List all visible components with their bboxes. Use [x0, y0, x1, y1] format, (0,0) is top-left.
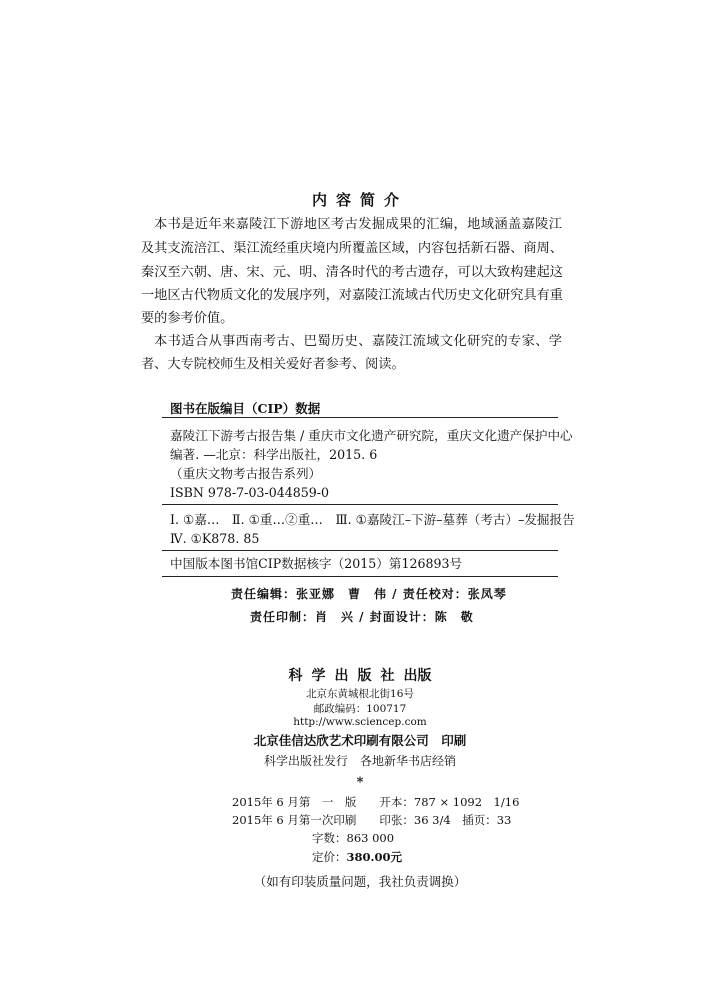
- cip-top-rule: [162, 417, 558, 418]
- summary-line: 本书是近年来嘉陵江下游地区考古发掘成果的汇编，地域涵盖嘉陵江: [154, 217, 562, 232]
- cip-divider: [162, 504, 558, 505]
- summary-line: 本书适合从事西南考古、巴蜀历史、嘉陵江流域文化研究的专家、学: [154, 334, 562, 349]
- price-label: 定价：: [312, 850, 347, 864]
- cip-title: 图书在版编目（CIP）数据: [170, 401, 321, 416]
- cip-classification: Ⅳ. ①K878. 85: [170, 531, 260, 546]
- cip-isbn: ISBN 978-7-03-044859-0: [170, 485, 330, 500]
- price-value: 380.00元: [346, 850, 403, 864]
- publisher-postcode: 邮政编码：100717: [313, 703, 407, 715]
- summary-line: 要的参考价值。: [141, 311, 234, 326]
- cip-line: （重庆文物考古报告系列）: [170, 466, 322, 481]
- cip-line: 编著. —北京：科学出版社，2015. 6: [170, 447, 378, 462]
- summary-line: 及其支流涪江、渠江流经重庆境内所覆盖区域，内容包括新石器、商周、: [141, 241, 563, 256]
- printer-line: 北京佳信达欣艺术印刷有限公司 印刷: [253, 733, 467, 748]
- printing-line: 2015年 6 月第一次印刷 印张：36 3/4 插页：33: [232, 813, 512, 827]
- summary-line: 一地区古代物质文化的发展序列，对嘉陵江流域古代历史文化研究具有重: [141, 288, 563, 303]
- publisher-website: http://www.sciencep.com: [293, 716, 427, 728]
- publisher-logo-text: 科学出版社: [288, 668, 404, 684]
- quality-notice: （如有印装质量问题，我社负责调换）: [253, 874, 467, 889]
- cip-divider: [162, 550, 558, 551]
- word-count: 字数：863 000: [312, 831, 395, 845]
- summary-title: 内容简介: [311, 191, 408, 209]
- cip-classification: Ⅰ. ①嘉… Ⅱ. ①重…②重… Ⅲ. ①嘉陵江–下游–墓葬（考古）–发掘报告: [170, 512, 575, 527]
- credit-production: 责任印制：肖 兴 / 封面设计：陈 敬: [250, 610, 474, 624]
- publisher-name: [0, 665, 720, 685]
- cip-core-data: 中国版本图书馆CIP数据核字（2015）第126893号: [170, 556, 463, 571]
- distribution-line: 科学出版社发行 各地新华书店经销: [263, 754, 456, 768]
- publisher-address: 北京东黄城根北街16号: [306, 688, 414, 700]
- cip-bottom-rule: [162, 576, 558, 577]
- publisher-suffix: 出版: [403, 668, 432, 684]
- separator-star: *: [356, 775, 364, 790]
- price-line: [312, 849, 402, 865]
- summary-line: 者、大专院校师生及相关爱好者参考、阅读。: [141, 357, 405, 372]
- edition-line: 2015年 6 月第 一 版 开本：787 × 1092 1/16: [232, 795, 520, 809]
- credit-editors: 责任编辑：张亚娜 曹 伟 / 责任校对：张凤琴: [231, 587, 507, 601]
- summary-line: 秦汉至六朝、唐、宋、元、明、清各时代的考古遗存，可以大致构建起这: [141, 265, 563, 280]
- cip-line: 嘉陵江下游考古报告集 / 重庆市文化遗产研究院，重庆文化遗产保护中心: [170, 428, 573, 443]
